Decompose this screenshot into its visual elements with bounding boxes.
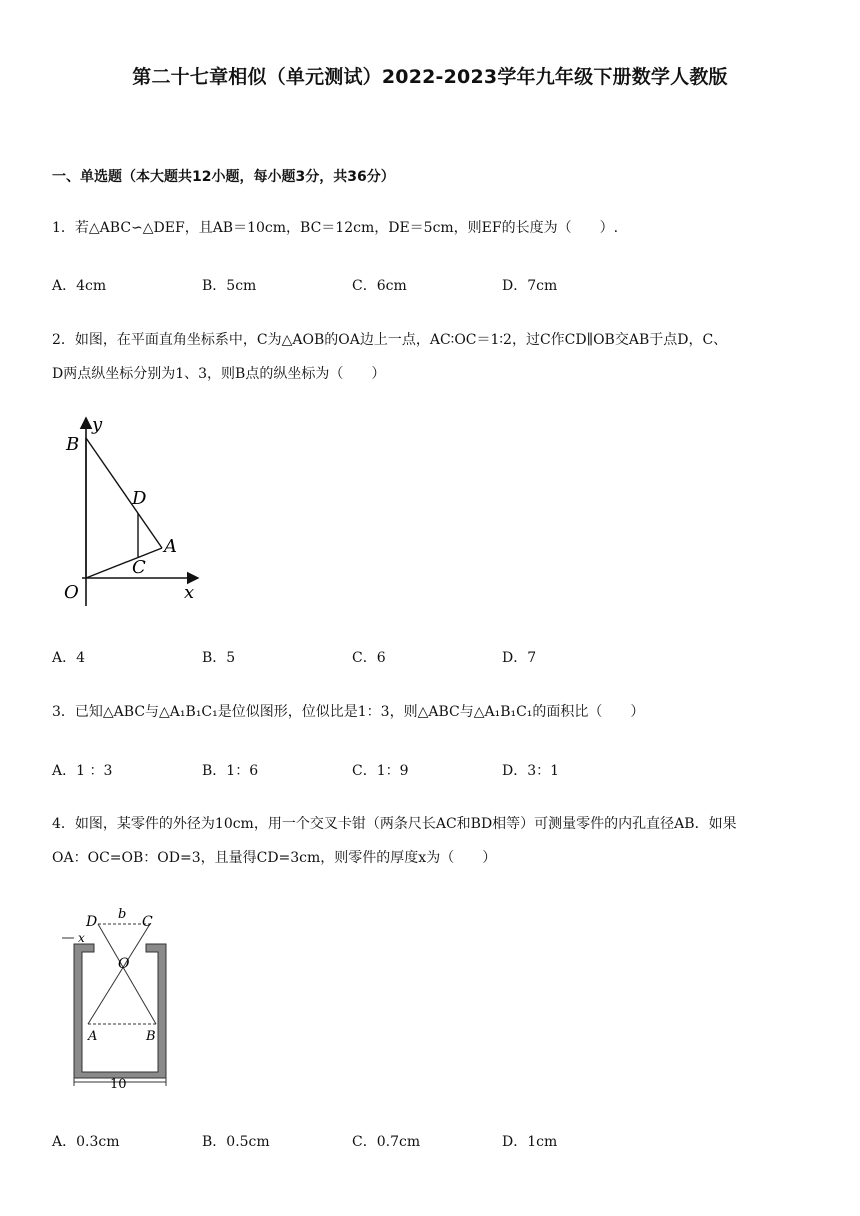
label-x: x — [184, 582, 195, 603]
option-b: B．0.5cm — [202, 1134, 270, 1150]
option-c: C．1：9 — [352, 763, 409, 779]
label-b: B — [146, 1029, 156, 1044]
option-c: C．6cm — [352, 278, 407, 294]
arm-ac — [88, 924, 150, 1024]
segment-oa — [86, 548, 162, 578]
question-3-stem: 3．已知△ABC与△A₁B₁C₁是位似图形，位似比是1：3，则△ABC与△A₁B₁C₁的面积比（ ） — [52, 704, 645, 720]
label-c: C — [142, 914, 153, 930]
option-d: D．7cm — [502, 278, 558, 294]
option-b: B．5 — [202, 650, 236, 666]
label-b: B — [66, 434, 80, 455]
option-d: D．7 — [502, 650, 537, 666]
question-1-stem: 1．若△ABC∽△DEF，且AB＝10cm，BC＝12cm，DE＝5cm，则EF的长度为（ ）. — [52, 220, 619, 236]
question-4-figure — [52, 900, 182, 1092]
section-heading: 一、单选题（本大题共12小题，每小题3分，共36分） — [52, 169, 395, 185]
option-a: A．1 ：3 — [52, 763, 113, 779]
question-2-stem-line2: D两点纵坐标分别为1、3，则B点的纵坐标为（ ） — [52, 366, 386, 382]
label-o: O — [118, 956, 130, 972]
question-2-figure — [52, 410, 222, 610]
option-c: C．6 — [352, 650, 386, 666]
option-a: A．4 — [52, 650, 86, 666]
arm-bd — [98, 924, 156, 1024]
option-b: B．1：6 — [202, 763, 259, 779]
question-2-stem-line1: 2．如图，在平面直角坐标系中，C为△AOB的OA边上一点，AC∶OC＝1∶2，过C作CD∥OB交AB于点D，C、 — [52, 332, 728, 348]
label-o: O — [64, 582, 79, 603]
label-a: A — [164, 536, 177, 557]
label-b-small: b — [118, 907, 127, 922]
label-c: C — [132, 557, 146, 578]
label-a: A — [88, 1029, 98, 1044]
document-title: 第二十七章相似（单元测试）2022-2023学年九年级下册数学人教版 — [132, 66, 728, 88]
option-a: A．0.3cm — [52, 1134, 120, 1150]
option-c: C．0.7cm — [352, 1134, 421, 1150]
option-d: D．1cm — [502, 1134, 558, 1150]
label-y: y — [92, 414, 103, 435]
option-d: D．3：1 — [502, 763, 560, 779]
label-d: D — [132, 488, 147, 509]
question-4-stem-line2: OA：OC=OB：OD=3，且量得CD=3cm，则零件的厚度x为（ ） — [52, 850, 497, 866]
label-d: D — [86, 914, 98, 930]
segment-ba — [86, 438, 162, 548]
option-a: A．4cm — [52, 278, 107, 294]
dimension-label: 10 — [110, 1077, 127, 1092]
question-4-stem-line1: 4．如图，某零件的外径为10cm，用一个交叉卡钳（两条尺长AC和BD相等）可测量零件的内孔直径AB．如果 — [52, 816, 737, 832]
label-x: x — [78, 931, 85, 945]
option-b: B．5cm — [202, 278, 257, 294]
